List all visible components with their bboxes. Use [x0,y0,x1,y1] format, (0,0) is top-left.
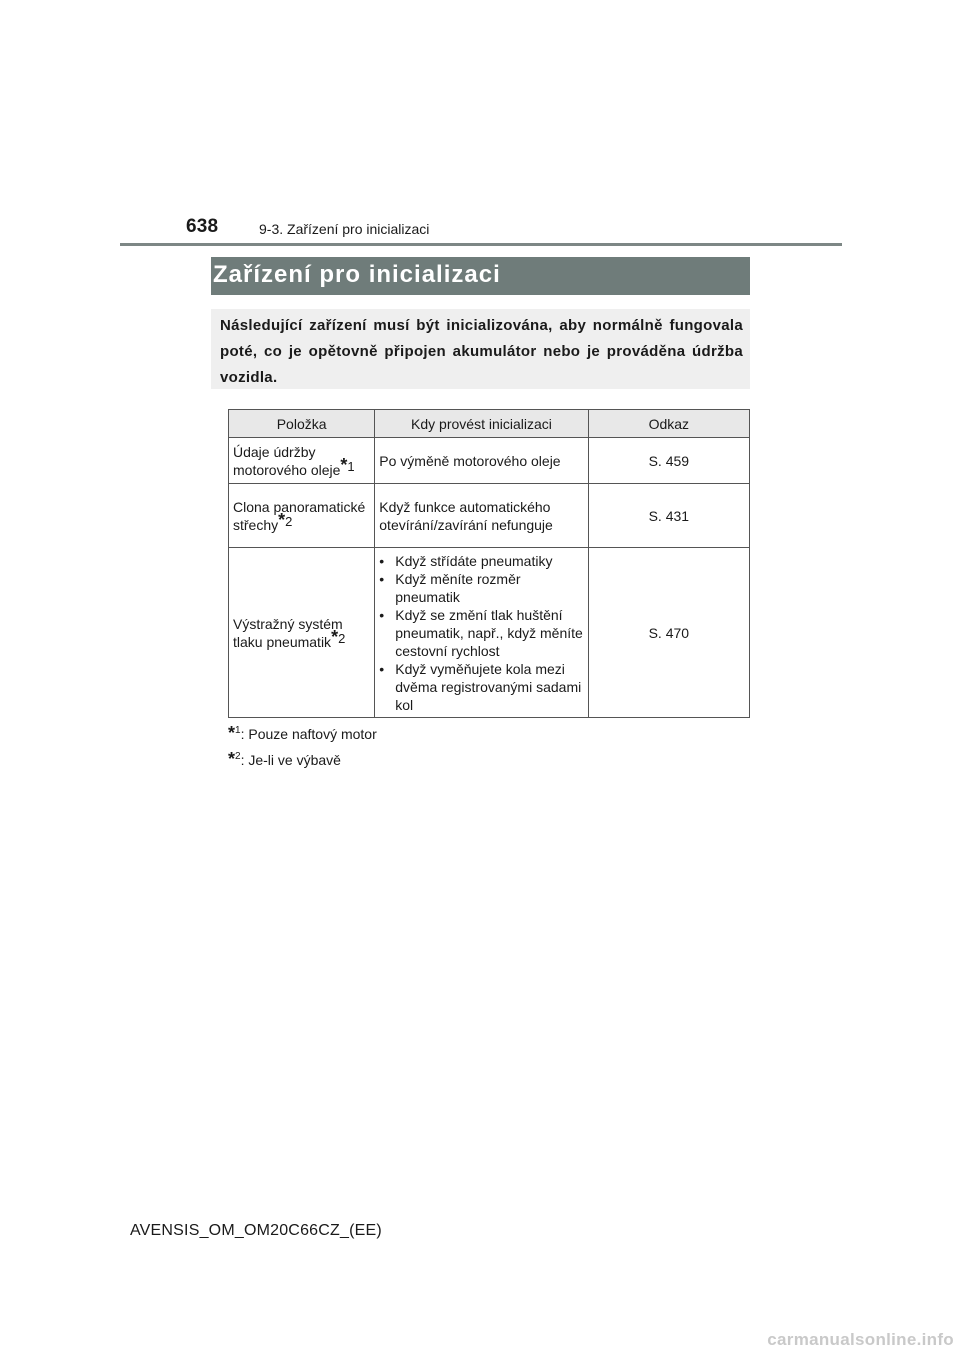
footnote-2: *$^2$: Je-li ve výbavě [228,749,341,769]
footnote-reference: *2 [278,509,293,530]
footnote-reference: *1 [340,454,355,475]
asterisk-mark: * [228,723,236,743]
list-item: • Když se změní tlak huštění pneumatik, např., když měníte cestovní rychlost [379,606,583,660]
list-item: • Když střídáte pneumatiky [379,552,583,570]
condition-list [379,552,583,714]
page-reference: S. 431 [588,484,749,548]
column-header-when: Kdy provést inicializaci [375,410,588,438]
document-code: AVENSIS_OM_OM20C66CZ_(EE) [130,1222,382,1239]
intro-text: Následující zařízení musí být inicializována, aby normálně fungovala poté, co je opětovně připojen akumulátor nebo je prováděna údržba vozidla. [211,309,750,389]
column-header-item: Položka [229,410,375,438]
item-name: Clona panoramatické střechy [233,498,366,533]
running-header: 9-3. Zařízení pro inicializaci [259,221,430,237]
column-header-ref: Odkaz [588,410,749,438]
page-number: 638 [186,216,219,237]
footnote-text: : Je-li ve výbavě [240,752,341,768]
section-title: Zařízení pro inicializaci [211,257,750,295]
header-divider [120,243,842,246]
table-row [229,484,750,548]
asterisk-mark: * [228,749,236,769]
when-cell [375,548,588,718]
footnote-text: : Pouze naftový motor [240,726,377,742]
watermark: carmanualsonline.info [767,1330,954,1349]
page-reference: S. 470 [588,548,749,718]
item-name: Údaje údržby motorového oleje [233,443,341,478]
when-cell: Po výměně motorového oleje [375,438,588,484]
item-cell [229,438,375,484]
page-reference: S. 459 [588,438,749,484]
list-item: • Když měníte rozměr pneumatik [379,570,583,606]
table-header-row [229,410,750,438]
item-cell [229,484,375,548]
item-cell [229,548,375,718]
when-cell: Když funkce automatického otevírání/zavírání nefunguje [375,484,588,548]
initialization-table [228,409,750,718]
footnote-reference: *2 [331,626,346,647]
list-item: • Když vyměňujete kola mezi dvěma registrovanými sadami kol [379,660,583,714]
table-row [229,438,750,484]
item-name: Výstražný systém tlaku pneumatik [233,615,343,650]
footnote-1: *$^1$: Pouze naftový motor [228,723,377,743]
table-row [229,548,750,718]
